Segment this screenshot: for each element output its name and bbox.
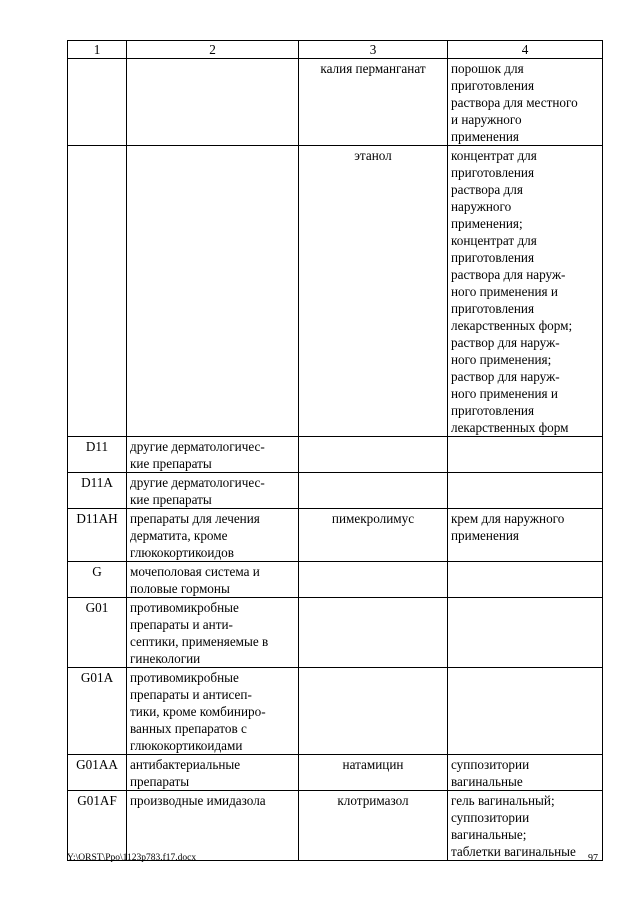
header-col-2: 2 [127, 41, 299, 59]
dosage-form-cell [448, 437, 603, 473]
table-row [68, 562, 603, 598]
anatomical-group-cell-line: ванных препаратов с [130, 721, 247, 736]
anatomical-group-cell-line: противомикробные [130, 670, 239, 685]
table-row [68, 755, 603, 791]
dosage-form-cell-line: концентрат для [451, 233, 537, 248]
atc-code-cell: D11 [68, 437, 127, 473]
footer-page-number: 97 [588, 853, 598, 864]
dosage-form-cell [448, 791, 603, 861]
dosage-form-cell-line: концентрат для [451, 148, 537, 163]
substance-cell: калия перманганат [299, 59, 448, 146]
table-row [68, 791, 603, 861]
dosage-form-cell-line: гель вагинальный; [451, 793, 555, 808]
dosage-form-cell-line: приготовления [451, 165, 535, 180]
anatomical-group-cell [127, 755, 299, 791]
anatomical-group-cell-line: глюкокортикоидами [130, 738, 243, 753]
dosage-form-cell-line: приготовления [451, 403, 535, 418]
anatomical-group-cell [127, 146, 299, 437]
dosage-form-cell-line: лекарственных форм [451, 420, 569, 435]
header-col-1: 1 [68, 41, 127, 59]
atc-code-cell: G [68, 562, 127, 598]
anatomical-group-cell [127, 59, 299, 146]
anatomical-group-cell-line: кие препараты [130, 492, 212, 507]
substance-cell: пимекролимус [299, 509, 448, 562]
anatomical-group-cell-line: тики, кроме комбиниро- [130, 704, 266, 719]
atc-code-cell [68, 59, 127, 146]
dosage-form-cell-line: и наружного [451, 112, 522, 127]
dosage-form-cell-line: таблетки вагинальные [451, 844, 576, 859]
header-col-4: 4 [448, 41, 603, 59]
anatomical-group-cell [127, 509, 299, 562]
anatomical-group-cell-line: другие дерматологичес- [130, 475, 265, 490]
atc-code-cell: G01 [68, 598, 127, 668]
dosage-form-cell [448, 59, 603, 146]
atc-code-cell: G01A [68, 668, 127, 755]
atc-code-cell: D11AH [68, 509, 127, 562]
substance-cell: клотримазол [299, 791, 448, 861]
substance-cell [299, 437, 448, 473]
anatomical-group-cell-line: противомикробные [130, 600, 239, 615]
anatomical-group-cell-line: антибактериальные [130, 757, 241, 772]
dosage-form-cell-line: раствора для местного [451, 95, 578, 110]
anatomical-group-cell-line: дерматита, кроме [130, 528, 228, 543]
anatomical-group-cell [127, 668, 299, 755]
substance-cell [299, 598, 448, 668]
atc-code-cell: G01AA [68, 755, 127, 791]
anatomical-group-cell [127, 562, 299, 598]
dosage-form-cell-line: ного применения и [451, 284, 558, 299]
anatomical-group-cell [127, 791, 299, 861]
dosage-form-cell-line: применения [451, 528, 519, 543]
anatomical-group-cell-line: препараты и анти- [130, 617, 233, 632]
dosage-form-cell-line: крем для наружного [451, 511, 565, 526]
dosage-form-cell [448, 755, 603, 791]
dosage-form-cell [448, 668, 603, 755]
dosage-form-cell-line: лекарственных форм; [451, 318, 573, 333]
anatomical-group-cell-line: кие препараты [130, 456, 212, 471]
dosage-form-cell [448, 509, 603, 562]
table-body [68, 59, 603, 861]
dosage-form-cell-line: применения [451, 129, 519, 144]
dosage-form-cell [448, 473, 603, 509]
dosage-form-cell-line: порошок для [451, 61, 524, 76]
anatomical-group-cell-line: производные имидазола [130, 793, 266, 808]
anatomical-group-cell-line: гинекологии [130, 651, 201, 666]
dosage-form-cell-line: ного применения; [451, 352, 552, 367]
anatomical-group-cell [127, 437, 299, 473]
table-row [68, 59, 603, 146]
dosage-form-cell-line: раствора для наруж- [451, 267, 566, 282]
drug-table [67, 40, 603, 861]
substance-cell [299, 668, 448, 755]
anatomical-group-cell [127, 598, 299, 668]
dosage-form-cell-line: приготовления [451, 301, 535, 316]
dosage-form-cell [448, 562, 603, 598]
footer-file-path: Y:\ORST\Ppo\1123p783.f17.docx [67, 853, 197, 863]
dosage-form-cell-line: суппозитории [451, 757, 530, 772]
dosage-form-cell [448, 146, 603, 437]
table-row [68, 437, 603, 473]
substance-cell [299, 473, 448, 509]
table-header-row [68, 41, 603, 59]
table-row [68, 473, 603, 509]
dosage-form-cell-line: наружного [451, 199, 512, 214]
anatomical-group-cell-line: мочеполовая система и [130, 564, 260, 579]
anatomical-group-cell-line: септики, применяемые в [130, 634, 269, 649]
table-row [68, 146, 603, 437]
anatomical-group-cell-line: препараты [130, 774, 190, 789]
dosage-form-cell-line: применения; [451, 216, 523, 231]
dosage-form-cell-line: ного применения и [451, 386, 558, 401]
anatomical-group-cell-line: половые гормоны [130, 581, 230, 596]
table-row [68, 668, 603, 755]
dosage-form-cell-line: приготовления [451, 250, 535, 265]
dosage-form-cell-line: раствор для наруж- [451, 335, 560, 350]
substance-cell: этанол [299, 146, 448, 437]
anatomical-group-cell-line: глюкокортикоидов [130, 545, 234, 560]
dosage-form-cell-line: вагинальные [451, 774, 523, 789]
substance-cell: натамицин [299, 755, 448, 791]
anatomical-group-cell-line: другие дерматологичес- [130, 439, 265, 454]
dosage-form-cell-line: суппозитории [451, 810, 530, 825]
anatomical-group-cell [127, 473, 299, 509]
dosage-form-cell [448, 598, 603, 668]
dosage-form-cell-line: вагинальные; [451, 827, 527, 842]
atc-code-cell: D11A [68, 473, 127, 509]
dosage-form-cell-line: раствора для [451, 182, 523, 197]
dosage-form-cell-line: приготовления [451, 78, 535, 93]
table-row [68, 509, 603, 562]
anatomical-group-cell-line: препараты для лечения [130, 511, 260, 526]
atc-code-cell [68, 146, 127, 437]
header-col-3: 3 [299, 41, 448, 59]
dosage-form-cell-line: раствор для наруж- [451, 369, 560, 384]
substance-cell [299, 562, 448, 598]
anatomical-group-cell-line: препараты и антисеп- [130, 687, 252, 702]
atc-code-cell: G01AF [68, 791, 127, 861]
table-row [68, 598, 603, 668]
